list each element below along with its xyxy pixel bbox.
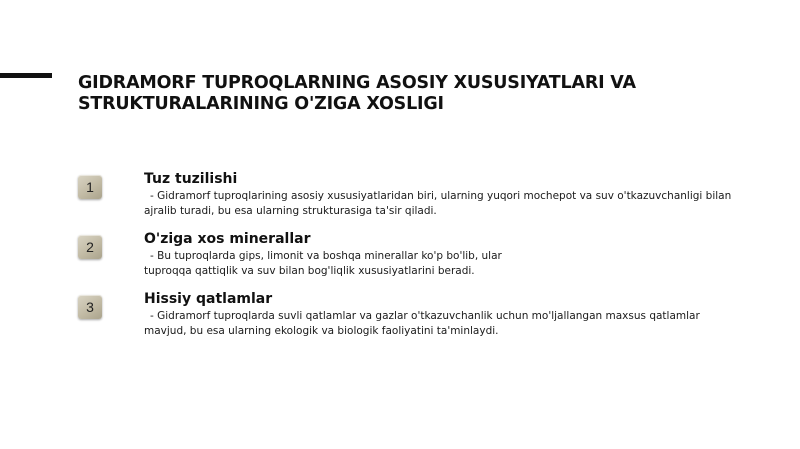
slide-title: GIDRAMORF TUPROQLARNING ASOSIY XUSUSIYATLARI VA STRUKTURALARINING O'ZIGA XOSLIGI	[78, 73, 636, 114]
title-accent-bar	[0, 73, 52, 78]
item-number-badge: 3	[78, 295, 102, 319]
item-title: Tuz tuzilishi	[144, 171, 238, 187]
item-description	[144, 249, 524, 279]
item-title: O'ziga xos minerallar	[144, 231, 311, 247]
item-description-text: - Bu tuproqlarda gips, limonit va boshqa minerallar ko'p bo'lib, ular tuproqqa qattiqlik va suv bilan bog'liqlik xususiyatlarini beradi.	[144, 250, 502, 277]
item-number-badge: 2	[78, 235, 102, 259]
item-description	[144, 189, 734, 219]
item-description	[144, 309, 734, 339]
item-number-badge: 1	[78, 175, 102, 199]
item-title: Hissiy qatlamlar	[144, 291, 273, 307]
item-description-text: - Gidramorf tuproqlarda suvli qatlamlar va gazlar o'tkazuvchanlik uchun mo'ljallangan maxsus qatlamlar mavjud, bu esa ularning ekologik va biologik faoliyatini ta'minlaydi.	[144, 310, 700, 337]
item-description-text: - Gidramorf tuproqlarining asosiy xususiyatlaridan biri, ularning yuqori mochepot va suv o'tkazuvchanligi bilan ajralib turadi, bu esa ularning strukturasiga ta'sir qiladi.	[144, 190, 732, 217]
